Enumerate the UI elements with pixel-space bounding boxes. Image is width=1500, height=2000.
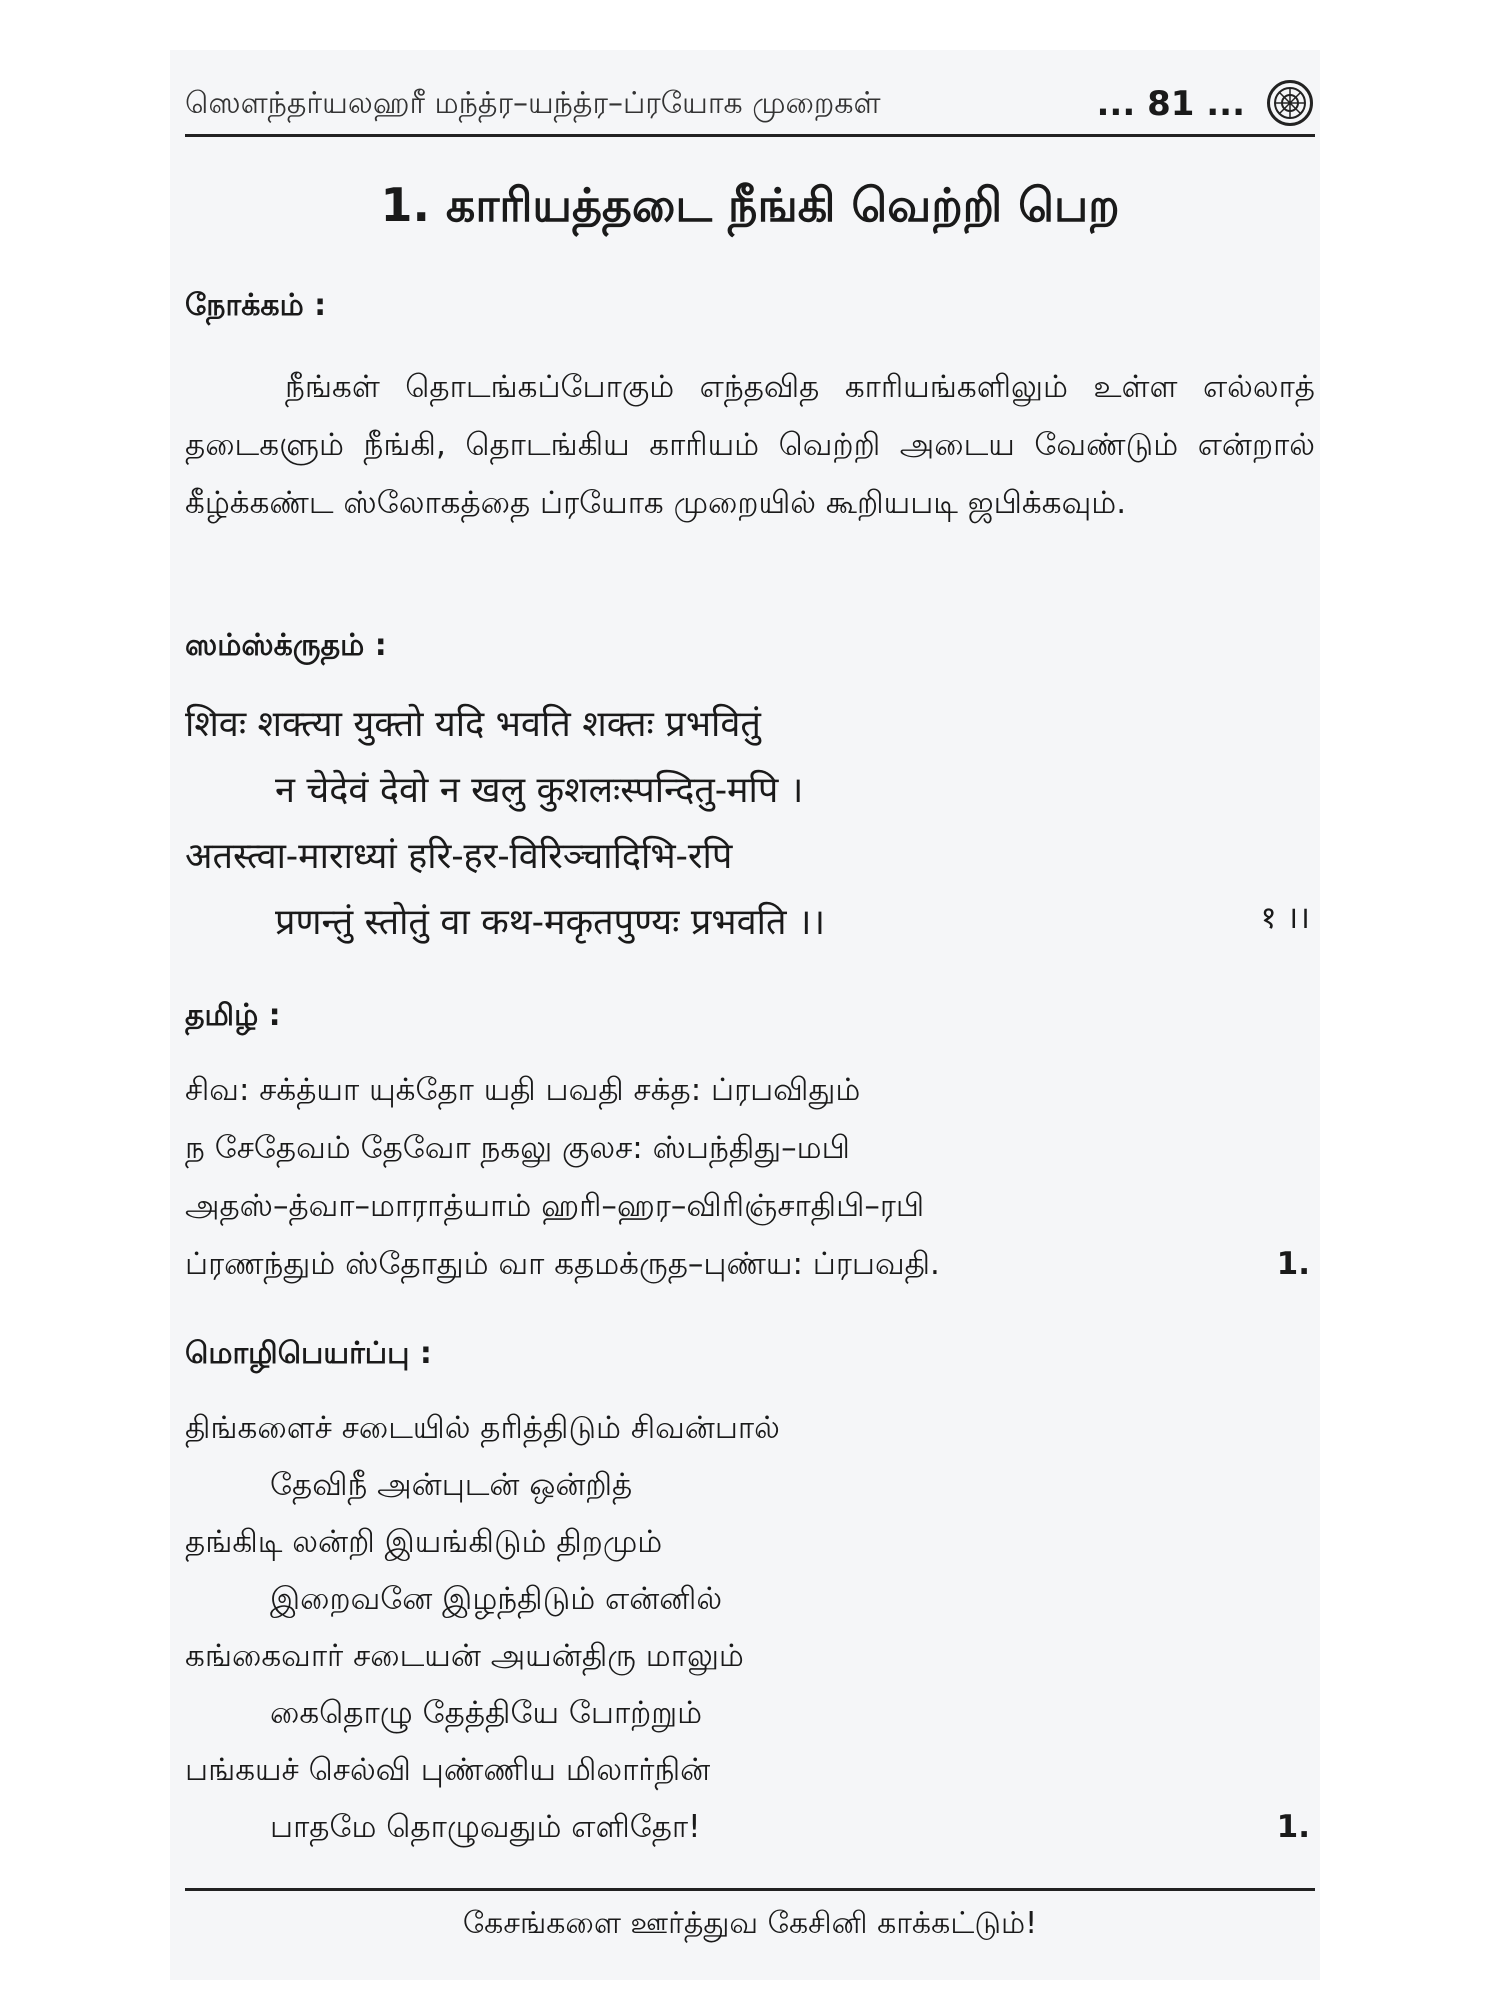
translation-line: பங்கயச் செல்வி புண்ணிய மிலார்நின்: [185, 1752, 711, 1788]
tamil-line: ந சேதேவம் தேவோ நகலு குலச: ஸ்பந்திது–மபி: [185, 1130, 850, 1166]
translation-verse-number: 1.: [1276, 1809, 1310, 1845]
sanskrit-heading: ஸம்ஸ்க்ருதம் :: [185, 628, 387, 663]
translation-line: இறைவனே இழந்திடும் என்னில்: [270, 1581, 723, 1617]
translation-line: கங்கைவார் சடையன் அயன்திரு மாலும்: [185, 1638, 744, 1674]
tamil-verse-number: 1.: [1276, 1246, 1310, 1282]
emblem-icon: [1267, 80, 1313, 126]
translation-line: பாதமே தொழுவதும் எளிதோ!: [270, 1809, 701, 1845]
purpose-paragraph: [185, 358, 1315, 532]
sanskrit-line: प्रणन्तुं स्तोतुं वा कथ-मकृतपुण्यः प्रभवति ।।: [275, 902, 826, 943]
chapter-title: 1. காரியத்தடை நீங்கி வெற்றி பெற: [380, 178, 1120, 232]
translation-line: திங்களைச் சடையில் தரித்திடும் சிவன்பால்: [185, 1410, 780, 1446]
purpose-heading: நோக்கம் :: [185, 288, 327, 323]
page-number: ... 81 ...: [1096, 84, 1245, 124]
footer-divider: [185, 1888, 1315, 1891]
translation-line: கைதொழு தேத்தியே போற்றும்: [270, 1695, 703, 1731]
sanskrit-line: न चेदेवं देवो न खलु कुशलःस्पन्दितु-मपि ।: [275, 770, 804, 811]
tamil-heading: தமிழ் :: [185, 998, 281, 1033]
tamil-line: சிவ: சக்த்யா யுக்தோ யதி பவதி சக்த: ப்ரபவிதும்: [185, 1072, 861, 1108]
sanskrit-verse-number: १ ।।: [1260, 900, 1310, 936]
translation-line: தங்கிடி லன்றி இயங்கிடும் திறமும்: [185, 1524, 663, 1560]
translation-heading: மொழிபெயர்ப்பு :: [185, 1336, 432, 1371]
footer-text: கேசங்களை ஊர்த்துவ கேசினி காக்கட்டும்!: [462, 1906, 1038, 1941]
tamil-line: ப்ரணந்தும் ஸ்தோதும் வா கதமக்ருத–புண்ய: ப்ரபவதி.: [185, 1246, 940, 1282]
sanskrit-line: शिवः शक्त्या युक्तो यदि भवति शक्तः प्रभवितुं: [185, 704, 761, 745]
page-background: [170, 50, 1320, 1980]
running-header: [185, 80, 1315, 137]
translation-line: தேவிநீ அன்புடன் ஒன்றித்: [270, 1467, 633, 1503]
purpose-text: நீங்கள் தொடங்கப்போகும் எந்தவித காரியங்களிலும் உள்ள எல்லாத் தடைகளும் நீங்கி, தொடங்கிய காரியம் வெற்றி அடைய வேண்டும் என்றால் கீழ்க்கண்ட ஸ்லோகத்தை ப்ரயோக முறையில் கூறியபடி ஜபிக்கவும்.: [185, 369, 1315, 521]
sanskrit-line: अतस्त्वा-माराध्यां हरि-हर-विरिञ्चादिभि-रपि: [185, 836, 733, 877]
header-title: ஸௌந்தர்யலஹரீ மந்த்ர–யந்த்ர–ப்ரயோக முறைகள்: [185, 86, 881, 121]
tamil-line: அதஸ்–த்வா–மாராத்யாம் ஹரி–ஹர–விரிஞ்சாதிபி–ரபி: [185, 1188, 925, 1224]
